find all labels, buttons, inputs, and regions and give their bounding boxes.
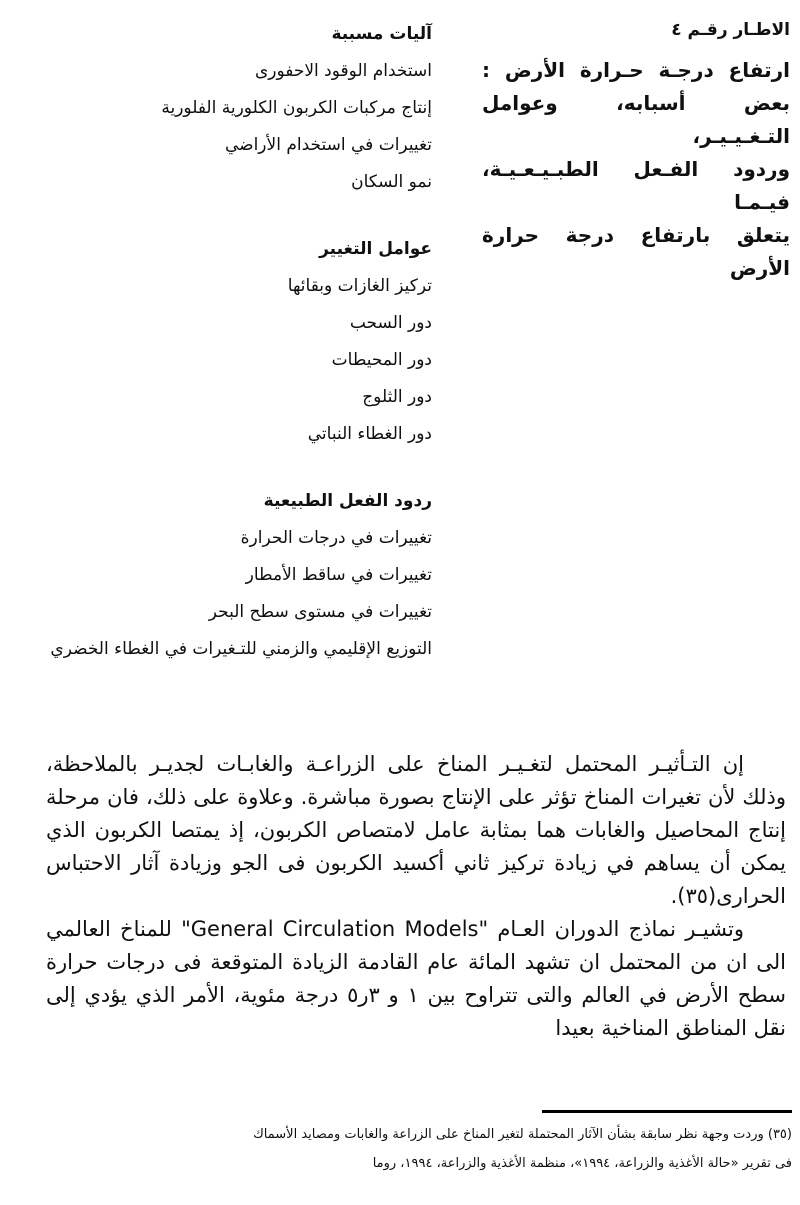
list-item: دور السحب bbox=[349, 313, 432, 333]
list-group-natural-feedbacks bbox=[8, 483, 432, 668]
box-title bbox=[482, 54, 790, 285]
list-item: دور الغطاء النباتي bbox=[307, 424, 432, 444]
body-paragraph-1: إن التـأثيـر المحتمل لتغـيـر المناخ على الزراعـة والغابـات لجديـر بالملاحظة، وذلك لأن تغيرات المناخ تؤثر على الإنتاج بصورة مباشرة. وعلاوة على ذلك، فان مرحلة إنتاج المحاصيل والغابات هما بمثابة عامل لامتصاص الكربون، إذ يمتصا الكربون الذي يمكن أن يساهم في زيادة تركيز ثاني أكسيد الكربون فى الجو وزيادة آثار الاحتباس الحرارى(٣٥). bbox=[46, 752, 786, 908]
footnote-line-2: فى تقرير «حالة الأغذية والزراعة، ١٩٩٤»، منظمة الأغذية والزراعة، ١٩٩٤، روما bbox=[372, 1156, 792, 1171]
list-item: تغييرات في درجات الحرارة bbox=[240, 528, 432, 548]
footnote bbox=[20, 1120, 792, 1178]
box-title-line-3: وردود الفـعل الطبـيـعـيـة، فيـمـا bbox=[482, 157, 790, 214]
body-paragraph-2: وتشيـر نماذج الدوران العـام "General Circulation Models" للمناخ العالمي الى ان من المحتمل ان تشهد المائة عام القادمة الزيادة المتوقعة فى درجات حرارة سطح الأرض في العالم والتى تتراوح بين ١ و ٣ر٥ درجة مئوية، الأمر الذي يؤدي إلى نقل المناطق المناخية بعيدا bbox=[46, 917, 786, 1040]
box-title-line-4: يتعلق بارتفاع درجة حرارة الأرض bbox=[482, 223, 790, 280]
list-item: التوزيع الإقليمي والزمني للتـغيرات في الغطاء الخضري bbox=[50, 639, 432, 659]
frame-number-label: الاطـار رقـم ٤ bbox=[671, 20, 790, 40]
box-title-line-2: بعض أسبابه، وعوامل التـغـيـيـر، bbox=[482, 91, 790, 148]
list-item: استخدام الوقود الاحفورى bbox=[254, 61, 432, 81]
list-group-change-factors bbox=[8, 231, 432, 453]
list-heading: آليات مسببة bbox=[331, 24, 432, 44]
footnote-separator bbox=[542, 1110, 792, 1113]
body-text bbox=[46, 748, 786, 1045]
list-heading: ردود الفعل الطبيعية bbox=[263, 491, 432, 511]
list-item: تركيز الغازات وبقائها bbox=[287, 276, 432, 296]
list-item: إنتاج مركبات الكربون الكلورية الفلورية bbox=[161, 98, 432, 118]
list-item: نمو السكان bbox=[351, 172, 432, 192]
list-heading: عوامل التغيير bbox=[319, 239, 432, 259]
footnote-line-1: (٣٥) وردت وجهة نظر سابقة بشأن الآثار المحتملة لتغير المناخ على الزراعة والغابات ومصايد الأسماك bbox=[253, 1127, 792, 1142]
list-item: تغييرات في ساقط الأمطار bbox=[245, 565, 432, 585]
list-group-causal-mechanisms bbox=[8, 16, 432, 201]
list-item: دور الثلوج bbox=[362, 387, 432, 407]
box-title-line-1: ارتفاع درجـة حـرارة الأرض : bbox=[482, 58, 790, 82]
list-item: تغييرات في استخدام الأراضي bbox=[224, 135, 432, 155]
list-item: تغييرات في مستوى سطح البحر bbox=[208, 602, 432, 622]
list-item: دور المحيطات bbox=[331, 350, 432, 370]
outline-column bbox=[8, 16, 432, 668]
